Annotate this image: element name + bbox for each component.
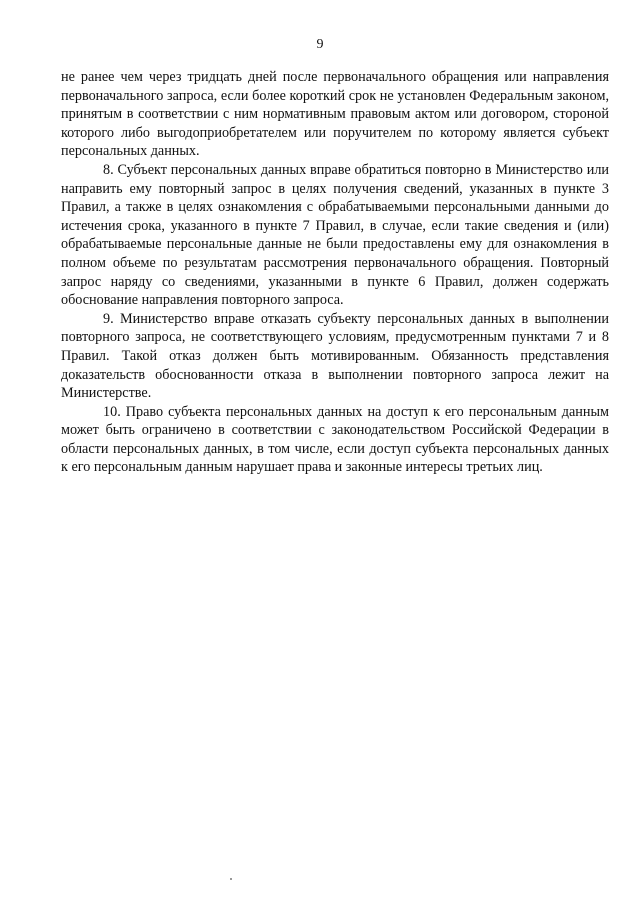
paragraph-clause-9: 9. Министерство вправе отказать субъекту персональных данных в выполнении повторного запроса, не соответствующего условиям, предусмотренным пунктами 7 и 8 Правил. Такой отказ должен быть мотивированным. Обязанность представления доказательств обоснованности отказа в выполнении повторного запроса лежит на Министерстве. (61, 310, 609, 402)
paragraph-clause-10: 10. Право субъекта персональных данных на доступ к его персональным данным может быть ограничено в соответствии с законодательством Российской Федерации в области персональных данных, в том числе, если доступ субъекта персональных данных к его персональным данным нарушает права и законные интересы третьих лиц. (61, 403, 609, 476)
paragraph-continuation: не ранее чем через тридцать дней после первоначального обращения или направления первоначального запроса, если более короткий срок не установлен Федеральным законом, принятым в соответствии с ним нормативным правовым актом или договором, стороной которого либо выгодоприобретателем или поручителем по которому является субъект персональных данных. (61, 69, 609, 160)
paragraph-clause-8: 8. Субъект персональных данных вправе обратиться повторно в Министерство или направить ему повторный запрос в целях получения сведений, указанных в пункте 3 Правил, а также в целях ознакомления с обрабатываемыми персональными данными до истечения срока, указанного в пункте 7 Правил, в случае, если такие сведения и (или) обрабатываемые персональные данные не были предоставлены ему для ознакомления в полном объеме по результатам рассмотрения первоначального обращения. Повторный запрос наряду со сведениями, указанными в пункте 6 Правил, должен содержать обоснование направления повторного запроса. (61, 161, 609, 309)
scan-speck (230, 878, 232, 880)
page-number: 9 (316, 37, 324, 52)
document-body (61, 68, 609, 477)
